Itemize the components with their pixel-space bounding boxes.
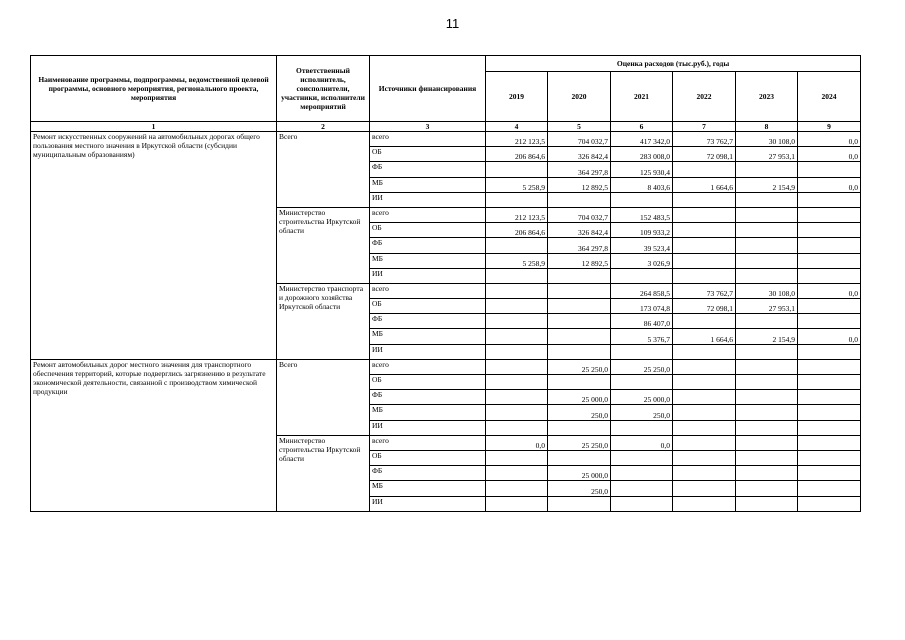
amount-cell [673,207,736,222]
amount-cell [548,268,611,283]
header-year: 2024 [798,72,861,122]
amount-cell [611,481,673,496]
funding-source: ИИ [370,496,486,511]
amount-cell [736,481,798,496]
funding-source: всего [370,359,486,374]
amount-cell: 86 407,0 [611,314,673,329]
funding-source: ИИ [370,344,486,359]
amount-cell [548,496,611,511]
amount-cell [486,496,548,511]
table-row [31,132,861,147]
amount-cell: 326 842,4 [548,223,611,238]
funding-source: всего [370,132,486,147]
column-number-row [31,122,861,132]
amount-cell: 72 098,1 [673,299,736,314]
funding-source: ИИ [370,192,486,207]
amount-cell [798,207,861,222]
amount-cell: 250,0 [611,405,673,420]
amount-cell: 1 664,6 [673,329,736,344]
amount-cell: 364 297,8 [548,238,611,253]
amount-cell: 25 250,0 [611,359,673,374]
executor-name: Всего [277,359,370,435]
amount-cell: 25 000,0 [548,390,611,405]
amount-cell [548,283,611,298]
column-number: 4 [486,122,548,132]
amount-cell [736,466,798,481]
header-year: 2023 [736,72,798,122]
funding-source: ФБ [370,390,486,405]
amount-cell: 72 098,1 [673,147,736,162]
amount-cell [673,253,736,268]
header-year: 2021 [611,72,673,122]
funding-source: всего [370,435,486,450]
amount-cell: 173 074,8 [611,299,673,314]
funding-source: ФБ [370,162,486,177]
funding-source: МБ [370,405,486,420]
amount-cell [548,420,611,435]
amount-cell [798,344,861,359]
amount-cell [798,238,861,253]
amount-cell [486,344,548,359]
amount-cell [798,268,861,283]
funding-source: ФБ [370,466,486,481]
header-source: Источники финансирования [370,56,486,122]
amount-cell [673,162,736,177]
amount-cell: 206 864,6 [486,147,548,162]
amount-cell: 1 664,6 [673,177,736,192]
funding-source: ФБ [370,238,486,253]
funding-source: ОБ [370,299,486,314]
amount-cell: 0,0 [798,147,861,162]
amount-cell [548,314,611,329]
executor-name: Министерство транспорта и дорожного хозяйства Иркутской области [277,283,370,359]
executor-name: Всего [277,132,370,208]
amount-cell: 25 250,0 [548,435,611,450]
amount-cell [673,435,736,450]
amount-cell: 125 930,4 [611,162,673,177]
amount-cell: 0,0 [798,132,861,147]
amount-cell [486,405,548,420]
funding-source: ОБ [370,223,486,238]
amount-cell: 30 108,0 [736,283,798,298]
amount-cell [736,162,798,177]
funding-source: МБ [370,253,486,268]
amount-cell [486,283,548,298]
column-number: 8 [736,122,798,132]
funding-source: МБ [370,177,486,192]
amount-cell: 250,0 [548,405,611,420]
amount-cell [486,466,548,481]
amount-cell: 0,0 [611,435,673,450]
amount-cell: 5 258,9 [486,253,548,268]
amount-cell [736,496,798,511]
amount-cell: 73 762,7 [673,283,736,298]
amount-cell: 25 250,0 [548,359,611,374]
amount-cell: 250,0 [548,481,611,496]
amount-cell [673,223,736,238]
amount-cell: 8 403,6 [611,177,673,192]
amount-cell: 326 842,4 [548,147,611,162]
amount-cell [736,405,798,420]
amount-cell: 704 032,7 [548,207,611,222]
amount-cell [673,405,736,420]
amount-cell [736,435,798,450]
amount-cell [486,238,548,253]
amount-cell [798,359,861,374]
amount-cell [548,450,611,465]
header-estimate: Оценка расходов (тыс.руб.), годы [486,56,861,72]
amount-cell [798,466,861,481]
amount-cell: 212 123,5 [486,207,548,222]
amount-cell: 364 297,8 [548,162,611,177]
amount-cell [736,253,798,268]
amount-cell [736,238,798,253]
amount-cell [486,314,548,329]
funding-source: МБ [370,481,486,496]
amount-cell: 704 032,7 [548,132,611,147]
amount-cell: 25 000,0 [611,390,673,405]
amount-cell [798,420,861,435]
amount-cell [486,162,548,177]
amount-cell [611,450,673,465]
column-number: 6 [611,122,673,132]
amount-cell [673,314,736,329]
amount-cell [736,390,798,405]
amount-cell: 2 154,9 [736,329,798,344]
amount-cell: 0,0 [798,329,861,344]
amount-cell: 5 258,9 [486,177,548,192]
amount-cell: 39 523,4 [611,238,673,253]
amount-cell [548,344,611,359]
amount-cell [673,390,736,405]
amount-cell [486,329,548,344]
amount-cell [736,192,798,207]
funding-source: ФБ [370,314,486,329]
funding-source: ИИ [370,268,486,283]
header-year: 2019 [486,72,548,122]
amount-cell [673,481,736,496]
funding-source: всего [370,283,486,298]
column-number: 1 [31,122,277,132]
amount-cell [673,344,736,359]
executor-name: Министерство строительства Иркутской области [277,435,370,511]
amount-cell [486,481,548,496]
amount-cell [798,496,861,511]
amount-cell: 27 953,1 [736,147,798,162]
amount-cell [673,359,736,374]
header-year: 2020 [548,72,611,122]
amount-cell: 206 864,6 [486,223,548,238]
measure-name: Ремонт автомобильных дорог местного значения для транспортного обеспечения территорий, которые подверглись загрязнению в результате экономической деятельности, связанной с производством химической продукции [31,359,277,511]
amount-cell: 5 376,7 [611,329,673,344]
amount-cell [736,450,798,465]
column-number: 2 [277,122,370,132]
amount-cell: 283 008,0 [611,147,673,162]
column-number: 7 [673,122,736,132]
amount-cell [486,299,548,314]
amount-cell [611,420,673,435]
amount-cell: 0,0 [798,283,861,298]
funding-source: ОБ [370,147,486,162]
amount-cell: 109 933,2 [611,223,673,238]
header-year: 2022 [673,72,736,122]
page-number: 11 [445,16,460,31]
table-row [31,359,861,374]
amount-cell [736,359,798,374]
column-number: 5 [548,122,611,132]
amount-cell [673,375,736,390]
amount-cell [736,344,798,359]
amount-cell [798,390,861,405]
funding-source: ОБ [370,450,486,465]
amount-cell [486,192,548,207]
amount-cell [486,359,548,374]
amount-cell: 264 858,5 [611,283,673,298]
funding-source: ОБ [370,375,486,390]
amount-cell [673,268,736,283]
amount-cell [798,299,861,314]
amount-cell: 0,0 [486,435,548,450]
funding-source: всего [370,207,486,222]
amount-cell [798,314,861,329]
amount-cell [673,450,736,465]
amount-cell [548,192,611,207]
amount-cell [548,375,611,390]
column-number: 9 [798,122,861,132]
amount-cell [611,344,673,359]
amount-cell [736,207,798,222]
amount-cell [798,450,861,465]
amount-cell [611,466,673,481]
amount-cell [486,450,548,465]
amount-cell [736,375,798,390]
amount-cell: 3 026,9 [611,253,673,268]
amount-cell [798,253,861,268]
amount-cell [673,496,736,511]
amount-cell [798,375,861,390]
amount-cell: 152 483,5 [611,207,673,222]
amount-cell [798,162,861,177]
measure-name: Ремонт искусственных сооружений на автомобильных дорогах общего пользования местного значения в Иркутской области (субсидии муниципальным образованиям) [31,132,277,360]
amount-cell [673,420,736,435]
amount-cell: 0,0 [798,177,861,192]
amount-cell [798,481,861,496]
amount-cell: 2 154,9 [736,177,798,192]
amount-cell [673,192,736,207]
funding-source: ИИ [370,420,486,435]
amount-cell [736,314,798,329]
amount-cell [611,375,673,390]
amount-cell [486,268,548,283]
amount-cell [611,192,673,207]
amount-cell: 212 123,5 [486,132,548,147]
amount-cell: 12 892,5 [548,177,611,192]
amount-cell [736,268,798,283]
header-name: Наименование программы, подпрограммы, ведомственной целевой программы, основного мероприятия, регионального проекта, мероприятия [31,56,277,122]
amount-cell [673,466,736,481]
amount-cell [548,299,611,314]
expenses-table [30,55,861,512]
amount-cell: 417 342,0 [611,132,673,147]
column-number: 3 [370,122,486,132]
amount-cell [736,420,798,435]
amount-cell [548,329,611,344]
amount-cell [486,420,548,435]
executor-name: Министерство строительства Иркутской области [277,207,370,283]
amount-cell [798,223,861,238]
amount-cell [486,390,548,405]
amount-cell: 12 892,5 [548,253,611,268]
header-executor: Ответственный исполнитель, соисполнители, участники, исполнители мероприятий [277,56,370,122]
amount-cell [486,375,548,390]
amount-cell [736,223,798,238]
amount-cell [798,405,861,420]
amount-cell: 25 000,0 [548,466,611,481]
amount-cell [798,192,861,207]
amount-cell: 27 953,1 [736,299,798,314]
amount-cell [611,496,673,511]
amount-cell [673,238,736,253]
amount-cell [798,435,861,450]
amount-cell [611,268,673,283]
funding-source: МБ [370,329,486,344]
amount-cell: 73 762,7 [673,132,736,147]
amount-cell: 30 108,0 [736,132,798,147]
